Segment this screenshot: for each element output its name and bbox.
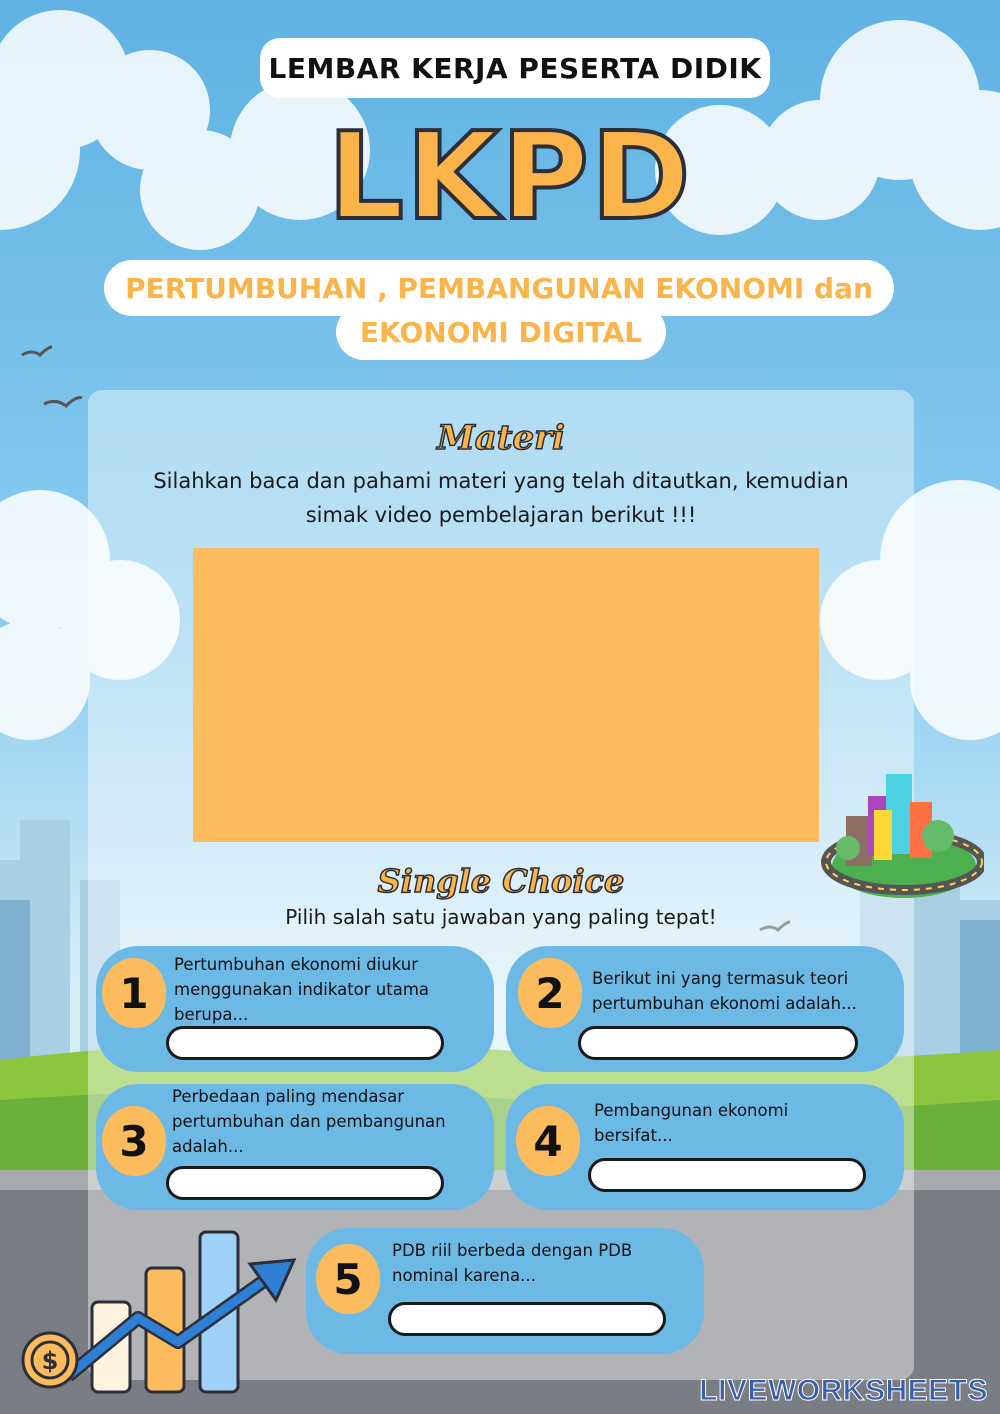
svg-text:$: $: [41, 1347, 59, 1375]
question-4-line-2: bersifat...: [594, 1126, 673, 1145]
question-2-line-1: Berikut ini yang termasuk teori: [592, 969, 849, 988]
question-number-1: 1: [102, 958, 166, 1028]
materi-heading: Materi: [437, 418, 565, 458]
answer-input-2[interactable]: [578, 1026, 858, 1060]
video-placeholder[interactable]: [193, 548, 819, 842]
single-choice-heading: Single Choice: [377, 862, 625, 900]
question-3-line-2: pertumbuhan dan pembangunan: [172, 1112, 446, 1131]
answer-input-3[interactable]: [166, 1166, 444, 1200]
question-number-3: 3: [102, 1106, 166, 1176]
question-5-line-1: PDB riil berbeda dengan PDB: [392, 1241, 633, 1260]
question-1-line-1: Pertumbuhan ekonomi diukur: [174, 955, 418, 974]
subtitle-line-1: PERTUMBUHAN , PEMBANGUNAN EKONOMI dan: [104, 260, 894, 316]
question-3-line-1: Perbedaan paling mendasar: [172, 1087, 405, 1106]
page-title: LKPD: [327, 107, 693, 247]
question-text-2: [592, 966, 892, 1016]
question-text-4: [594, 1098, 894, 1148]
question-number-2: 2: [518, 958, 582, 1028]
question-number-5: 5: [316, 1244, 380, 1314]
single-choice-instruction: Pilih salah satu jawaban yang paling tepat!: [285, 905, 717, 929]
question-5-line-2: nominal karena...: [392, 1266, 536, 1285]
question-text-3: [172, 1084, 482, 1159]
question-text-5: [392, 1238, 692, 1288]
answer-input-1[interactable]: [166, 1026, 444, 1060]
materi-instruction-line-2: simak video pembelajaran berikut !!!: [305, 503, 697, 527]
question-2-line-2: pertumbuhan ekonomi adalah...: [592, 994, 857, 1013]
question-text-1: [174, 952, 484, 1027]
question-1-line-3: berupa...: [174, 1005, 249, 1024]
answer-input-5[interactable]: [388, 1302, 666, 1336]
question-3-line-3: adalah...: [172, 1137, 244, 1156]
liveworksheets-watermark[interactable]: LIVEWORKSHEETS: [699, 1374, 988, 1407]
worksheet-label: LEMBAR KERJA PESERTA DIDIK: [260, 38, 770, 98]
materi-instruction-line-1: Silahkan baca dan pahami materi yang telah ditautkan, kemudian: [153, 469, 849, 493]
question-number-4: 4: [516, 1106, 580, 1176]
question-4-line-1: Pembangunan ekonomi: [594, 1101, 789, 1120]
subtitle-line-2: EKONOMI DIGITAL: [359, 315, 643, 349]
answer-input-4[interactable]: [588, 1158, 866, 1192]
question-1-line-2: menggunakan indikator utama: [174, 980, 430, 999]
dollar-coin-icon: [20, 1330, 80, 1390]
